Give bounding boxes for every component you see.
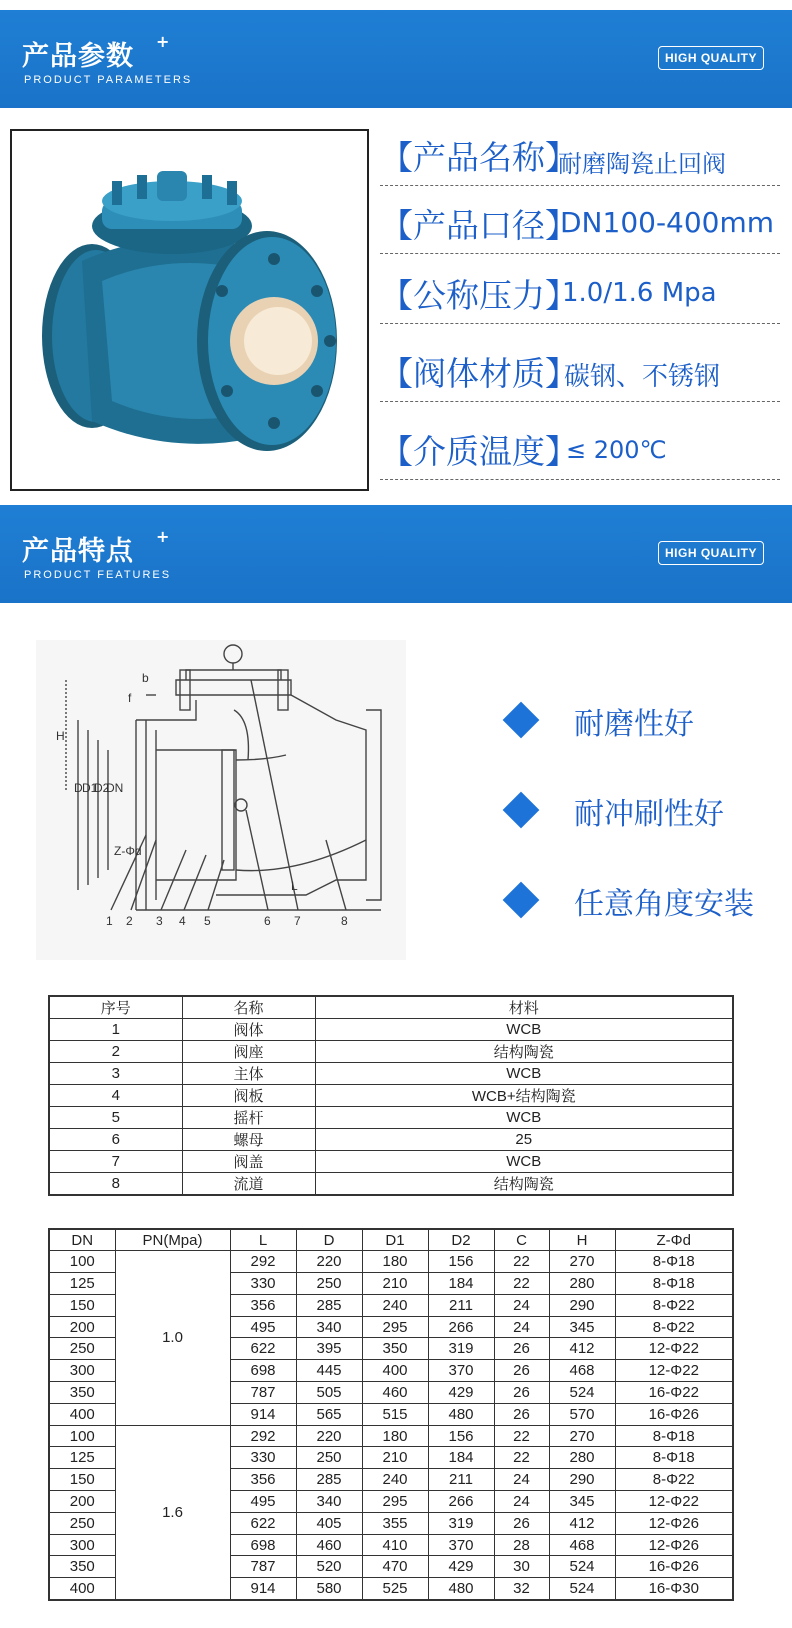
cell: 主体	[182, 1063, 315, 1085]
cell: 429	[428, 1382, 494, 1404]
cell: 180	[362, 1251, 428, 1273]
dim-label: D	[74, 781, 83, 795]
param-value: 耐磨陶瓷止回阀	[558, 150, 726, 178]
cell: 150	[49, 1294, 115, 1316]
cell: 319	[428, 1512, 494, 1534]
cell: 356	[230, 1294, 296, 1316]
part-number: 7	[294, 914, 301, 928]
dim-label: f	[128, 691, 132, 705]
cell: 16-Φ26	[615, 1403, 733, 1425]
underline	[380, 401, 780, 402]
cell: 7	[49, 1151, 182, 1173]
dim-label: L	[291, 879, 298, 893]
cell: 阀盖	[182, 1151, 315, 1173]
plus-mark: +	[156, 32, 170, 51]
header-cell: H	[549, 1229, 615, 1251]
cell: 28	[494, 1534, 549, 1556]
cell: 16-Φ22	[615, 1382, 733, 1404]
cell: 1	[49, 1019, 182, 1041]
section-title-cn: 产品特点	[22, 536, 134, 567]
cell: 125	[49, 1447, 115, 1469]
cell: 5	[49, 1107, 182, 1129]
cell: 468	[549, 1360, 615, 1382]
cell: 250	[49, 1512, 115, 1534]
cell: 787	[230, 1382, 296, 1404]
cell: 280	[549, 1447, 615, 1469]
cell: 8-Φ22	[615, 1316, 733, 1338]
cell: 184	[428, 1273, 494, 1295]
cell: 295	[362, 1316, 428, 1338]
cell: 350	[362, 1338, 428, 1360]
param-key: 【阀体材质】	[380, 354, 578, 393]
param-value: 碳钢、不锈钢	[564, 362, 721, 392]
cell: 16-Φ30	[615, 1578, 733, 1600]
param-value: 1.0/1.6 Mpa	[562, 278, 717, 308]
cell: 505	[296, 1382, 362, 1404]
cell: 150	[49, 1469, 115, 1491]
cell: 914	[230, 1578, 296, 1600]
header-cell: D	[296, 1229, 362, 1251]
cell: 580	[296, 1578, 362, 1600]
cell: 280	[549, 1273, 615, 1295]
cell: 211	[428, 1469, 494, 1491]
section-title-en: PRODUCT PARAMETERS	[24, 74, 193, 86]
feature-text: 耐冲刷性好	[574, 797, 724, 832]
table-row	[49, 1173, 733, 1196]
table-row	[49, 1063, 733, 1085]
header-cell: L	[230, 1229, 296, 1251]
underline	[380, 479, 780, 480]
cell: 787	[230, 1556, 296, 1578]
cell: 565	[296, 1403, 362, 1425]
cell: 400	[362, 1360, 428, 1382]
cell: 6	[49, 1129, 182, 1151]
cell: 468	[549, 1534, 615, 1556]
quality-badge: HIGH QUALITY	[658, 541, 764, 565]
cell: 阀体	[182, 1019, 315, 1041]
cell: 460	[296, 1534, 362, 1556]
cell: 240	[362, 1469, 428, 1491]
cell: 211	[428, 1294, 494, 1316]
cell: 405	[296, 1512, 362, 1534]
cell: 26	[494, 1512, 549, 1534]
cell: 25	[315, 1129, 733, 1151]
table-row	[49, 1019, 733, 1041]
param-key: 【产品名称】	[380, 138, 578, 177]
cell: 8-Φ18	[615, 1251, 733, 1273]
cell: 412	[549, 1512, 615, 1534]
cell: 26	[494, 1403, 549, 1425]
cell: 345	[549, 1491, 615, 1513]
table-row	[49, 1041, 733, 1063]
product-photo	[10, 129, 369, 491]
feature-text: 任意角度安装	[574, 887, 754, 922]
cell: 12-Φ22	[615, 1491, 733, 1513]
cell: WCB	[315, 1019, 733, 1041]
cell: 8	[49, 1173, 182, 1196]
cell: 524	[549, 1382, 615, 1404]
cell: 370	[428, 1534, 494, 1556]
cell: 570	[549, 1403, 615, 1425]
cell: 184	[428, 1447, 494, 1469]
cell: 100	[49, 1425, 115, 1447]
part-number: 1	[106, 914, 113, 928]
cell: 12-Φ22	[615, 1360, 733, 1382]
table-row	[49, 1085, 733, 1107]
cell: 156	[428, 1251, 494, 1273]
cell: 200	[49, 1491, 115, 1513]
valve-section-diagram	[36, 640, 406, 960]
cell: 220	[296, 1425, 362, 1447]
cell: 32	[494, 1578, 549, 1600]
cell: 流道	[182, 1173, 315, 1196]
underline	[380, 323, 780, 324]
cell: 622	[230, 1338, 296, 1360]
header-cell: 序号	[49, 996, 182, 1019]
cell: 345	[549, 1316, 615, 1338]
table-row	[49, 1151, 733, 1173]
cell: 330	[230, 1273, 296, 1295]
param-key: 【公称压力】	[380, 276, 578, 315]
cell: 螺母	[182, 1129, 315, 1151]
dim-label: D1	[82, 781, 98, 795]
cell: 8-Φ18	[615, 1425, 733, 1447]
cell: 622	[230, 1512, 296, 1534]
cell: 292	[230, 1251, 296, 1273]
cell: 266	[428, 1316, 494, 1338]
cell: 350	[49, 1556, 115, 1578]
cell: 400	[49, 1403, 115, 1425]
cell: 285	[296, 1469, 362, 1491]
cell: 340	[296, 1491, 362, 1513]
cell: WCB	[315, 1063, 733, 1085]
cell: 8-Φ18	[615, 1447, 733, 1469]
cell: 250	[296, 1447, 362, 1469]
table-row	[49, 1425, 733, 1447]
cell: 495	[230, 1491, 296, 1513]
header-cell: D1	[362, 1229, 428, 1251]
dim-label: D2	[94, 781, 110, 795]
header-cell: Z-Φd	[615, 1229, 733, 1251]
cell: 210	[362, 1447, 428, 1469]
cell: 26	[494, 1338, 549, 1360]
cell: 阀板	[182, 1085, 315, 1107]
cell: 22	[494, 1447, 549, 1469]
header-cell: 材料	[315, 996, 733, 1019]
cell: 24	[494, 1491, 549, 1513]
cell: 460	[362, 1382, 428, 1404]
header-cell: PN(Mpa)	[115, 1229, 230, 1251]
diagram-drawing	[36, 640, 406, 960]
cell: 400	[49, 1578, 115, 1600]
cell: 300	[49, 1360, 115, 1382]
param-row-pressure	[380, 270, 780, 318]
section-title-en: PRODUCT FEATURES	[24, 569, 172, 581]
param-row-name	[380, 132, 780, 180]
cell: 350	[49, 1382, 115, 1404]
cell: 295	[362, 1491, 428, 1513]
cell: 220	[296, 1251, 362, 1273]
cell: WCB	[315, 1107, 733, 1129]
cell: 495	[230, 1316, 296, 1338]
header-cell: D2	[428, 1229, 494, 1251]
cell: 250	[49, 1338, 115, 1360]
part-number: 4	[179, 914, 186, 928]
dimensions-table	[48, 1228, 734, 1601]
table-row	[49, 1129, 733, 1151]
param-value: ≤ 200℃	[566, 436, 667, 464]
diamond-bullet-icon	[503, 792, 540, 829]
cell: 摇杆	[182, 1107, 315, 1129]
cell: 395	[296, 1338, 362, 1360]
cell: 355	[362, 1512, 428, 1534]
cell: 180	[362, 1425, 428, 1447]
pn-cell: 1.6	[115, 1425, 230, 1599]
diamond-bullet-icon	[503, 702, 540, 739]
pn-cell: 1.0	[115, 1251, 230, 1425]
cell: 270	[549, 1251, 615, 1273]
cell: 470	[362, 1556, 428, 1578]
cell: 266	[428, 1491, 494, 1513]
cell: 330	[230, 1447, 296, 1469]
cell: 356	[230, 1469, 296, 1491]
cell: 30	[494, 1556, 549, 1578]
cell: 480	[428, 1403, 494, 1425]
param-row-temperature	[380, 426, 780, 474]
cell: 100	[49, 1251, 115, 1273]
header-cell: DN	[49, 1229, 115, 1251]
feature-text: 耐磨性好	[574, 707, 694, 742]
cell: 125	[49, 1273, 115, 1295]
cell: 26	[494, 1382, 549, 1404]
cell: 698	[230, 1360, 296, 1382]
cell: 270	[549, 1425, 615, 1447]
cell: 410	[362, 1534, 428, 1556]
dim-label: Z-Φd	[114, 844, 142, 858]
header-cell: 名称	[182, 996, 315, 1019]
cell: 290	[549, 1469, 615, 1491]
cell: 370	[428, 1360, 494, 1382]
cell: 3	[49, 1063, 182, 1085]
cell: 250	[296, 1273, 362, 1295]
cell: 524	[549, 1556, 615, 1578]
cell: 8-Φ22	[615, 1469, 733, 1491]
cell: WCB	[315, 1151, 733, 1173]
part-number: 3	[156, 914, 163, 928]
cell: 290	[549, 1294, 615, 1316]
part-number: 8	[341, 914, 348, 928]
section-title-cn: 产品参数	[22, 41, 134, 72]
dim-label: DN	[106, 781, 124, 795]
cell: 429	[428, 1556, 494, 1578]
cell: 12-Φ26	[615, 1534, 733, 1556]
cell: 22	[494, 1425, 549, 1447]
diamond-bullet-icon	[503, 882, 540, 919]
cell: 24	[494, 1316, 549, 1338]
section-banner-parameters	[0, 10, 792, 108]
cell: 156	[428, 1425, 494, 1447]
cell: 2	[49, 1041, 182, 1063]
part-number: 5	[204, 914, 211, 928]
dimensions-table-body	[49, 1251, 733, 1600]
cell: 240	[362, 1294, 428, 1316]
cell: WCB+结构陶瓷	[315, 1085, 733, 1107]
cell: 292	[230, 1425, 296, 1447]
part-number: 6	[264, 914, 271, 928]
dim-label: H	[56, 729, 65, 743]
cell: 结构陶瓷	[315, 1041, 733, 1063]
part-number: 2	[126, 914, 133, 928]
quality-badge: HIGH QUALITY	[658, 46, 764, 70]
table-row	[49, 1107, 733, 1129]
cell: 8-Φ18	[615, 1273, 733, 1295]
cell: 12-Φ26	[615, 1512, 733, 1534]
param-key: 【介质温度】	[380, 432, 578, 471]
table-header-row	[49, 1229, 733, 1251]
cell: 525	[362, 1578, 428, 1600]
cell: 524	[549, 1578, 615, 1600]
cell: 412	[549, 1338, 615, 1360]
cell: 698	[230, 1534, 296, 1556]
cell: 210	[362, 1273, 428, 1295]
cell: 285	[296, 1294, 362, 1316]
table-header-row	[49, 996, 733, 1019]
cell: 24	[494, 1294, 549, 1316]
cell: 22	[494, 1273, 549, 1295]
cell: 520	[296, 1556, 362, 1578]
section-banner-features	[0, 505, 792, 603]
underline	[380, 185, 780, 186]
cell: 319	[428, 1338, 494, 1360]
table-row	[49, 1251, 733, 1273]
cell: 结构陶瓷	[315, 1173, 733, 1196]
dim-label: b	[142, 671, 149, 685]
cell: 340	[296, 1316, 362, 1338]
cell: 阀座	[182, 1041, 315, 1063]
underline	[380, 253, 780, 254]
param-row-size	[380, 200, 780, 248]
cell: 445	[296, 1360, 362, 1382]
parts-table	[48, 995, 734, 1196]
cell: 200	[49, 1316, 115, 1338]
cell: 8-Φ22	[615, 1294, 733, 1316]
cell: 12-Φ22	[615, 1338, 733, 1360]
param-row-material	[380, 348, 780, 396]
param-value: DN100-400mm	[560, 206, 775, 239]
cell: 515	[362, 1403, 428, 1425]
cell: 16-Φ26	[615, 1556, 733, 1578]
cell: 4	[49, 1085, 182, 1107]
header-cell: C	[494, 1229, 549, 1251]
cell: 480	[428, 1578, 494, 1600]
cell: 914	[230, 1403, 296, 1425]
cell: 22	[494, 1251, 549, 1273]
cell: 26	[494, 1360, 549, 1382]
cell: 300	[49, 1534, 115, 1556]
valve-image	[12, 131, 367, 489]
cell: 24	[494, 1469, 549, 1491]
param-key: 【产品口径】	[380, 206, 578, 245]
plus-mark: +	[156, 527, 170, 546]
